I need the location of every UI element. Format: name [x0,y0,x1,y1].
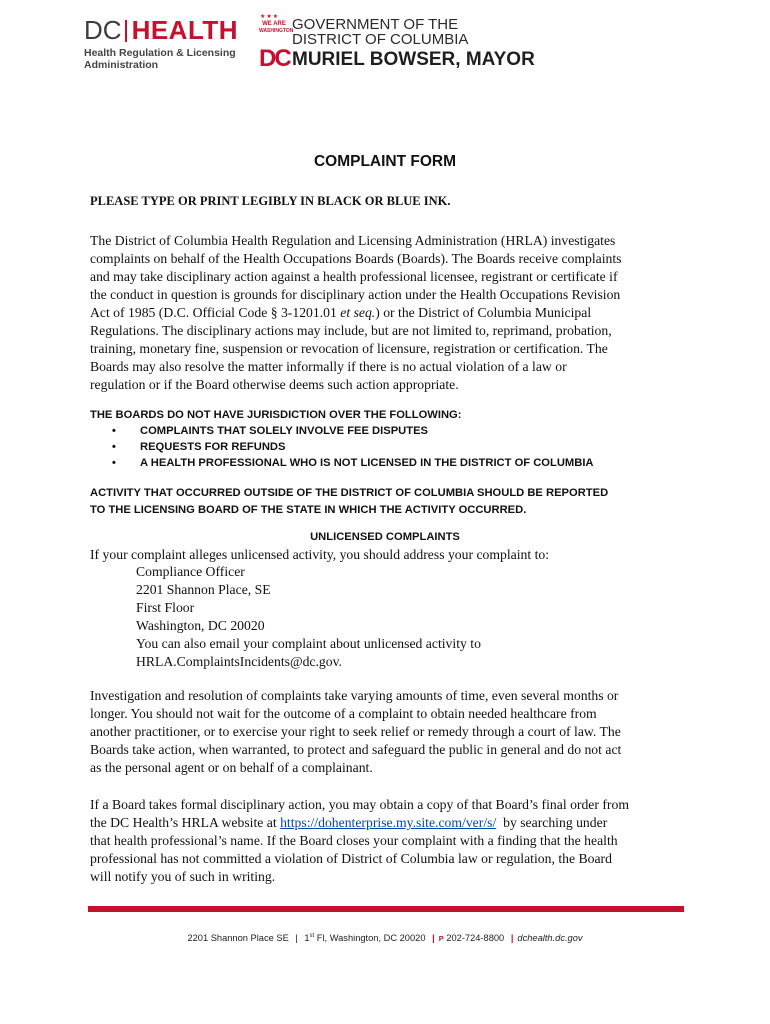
footer-floor-number: 1 [304,933,310,944]
intro-line: Boards may also resolve the matter informally if there is no actual violation of a law or [90,359,567,374]
government-line2: DISTRICT OF COLUMBIA [292,31,469,48]
address-line: 2201 Shannon Place, SE [136,582,271,597]
complaint-email: HRLA.ComplaintsIncidents@dc.gov. [136,654,342,669]
intro-line: complaints on behalf of the Health Occupations Boards (Boards). The Boards receive complaints [90,251,622,266]
jurisdiction-item: • REQUESTS FOR REFUNDS [112,439,594,455]
outside-dc-notice [90,485,710,518]
dc-health-wordmark [84,16,238,44]
outside-line: TO THE LICENSING BOARD OF THE STATE IN WHICH THE ACTIVITY OCCURRED. [90,503,527,516]
footer [0,933,770,943]
final-order-paragraph [90,796,690,886]
footer-phone: 202-724-8800 [446,933,505,944]
footer-separator: | [432,933,435,944]
code-citation: Act of 1985 (D.C. Official Code § 3-1201.01 [90,305,341,320]
intro-line: training, monetary fine, suspension or revocation of licensure, registration or certification. The [90,341,608,356]
dc-health-logo-subtitle [84,47,238,71]
code-citation-rest: ) or the District of Columbia Municipal [375,305,592,320]
intro-paragraph [90,232,690,394]
dc-mark: DC [259,45,290,72]
government-line1: GOVERNMENT OF THE [292,16,459,33]
dc-health-logo-dc: DC [84,15,122,45]
intro-line: the conduct in question is grounds for disciplinary action under the Health Occupations Revision [90,287,621,302]
investigation-line: Investigation and resolution of complaints take varying amounts of time, even several months or [90,688,619,703]
final-order-line: If a Board takes formal disciplinary action, you may obtain a copy of that Board’s final order from [90,797,629,812]
final-order-link-line [90,814,690,832]
we-are-text: WE ARE [262,21,286,27]
intro-code-line [90,304,690,322]
page-title: COMPLAINT FORM [313,153,457,170]
et-seq: et seq. [340,305,376,320]
address-line: Washington, DC 20020 [136,618,265,633]
final-order-line: that health professional’s name. If the Board closes your complaint with a finding that the health [90,833,618,848]
footer-city: Fl, Washington, DC 20020 [314,933,426,944]
intro-line: regulation or if the Board otherwise deems such action appropriate. [90,377,459,392]
footer-website[interactable]: dchealth.dc.gov [517,933,583,944]
phone-label: P [438,934,444,944]
address-line: Compliance Officer [136,564,245,579]
washington-text: WASHINGTON [259,28,294,34]
footer-separator: | [510,933,514,944]
we-are-washington-mark [259,21,294,35]
investigation-line: longer. You should not wait for the outcome of a complaint to obtain needed healthcare from [90,706,597,721]
investigation-line: another practitioner, or to exercise your right to seek relief or remedy through a court of law. The [90,724,621,739]
government-text [292,17,468,47]
footer-address: 2201 Shannon Place SE [187,933,289,944]
ink-instruction: PLEASE TYPE OR PRINT LEGIBLY IN BLACK OR BLUE INK. [90,194,451,208]
footer-separator: | [295,933,298,944]
unlicensed-heading: UNLICENSED COMPLAINTS [310,531,460,543]
address-line: First Floor [136,600,195,615]
dc-health-logo-sub-line1: Health Regulation & Licensing [84,47,236,59]
footer-floor-suffix: st [309,933,315,939]
compliance-address [136,563,481,671]
unlicensed-intro: If your complaint alleges unlicensed activity, you should address your complaint to: [90,547,550,562]
hrla-website-link[interactable]: https://dohenterprise.my.site.com/ver/s/ [280,815,497,830]
dc-health-logo [84,16,238,71]
final-order-text: the DC Health’s HRLA website at [90,815,281,830]
dc-health-logo-health: HEALTH [131,15,239,45]
jurisdiction-item: • A HEALTH PROFESSIONAL WHO IS NOT LICENSED IN THE DISTRICT OF COLUMBIA [112,455,594,471]
jurisdiction-list [112,423,594,471]
intro-line: Regulations. The disciplinary actions may include, but are not limited to, reprimand, probation, [90,323,612,338]
final-order-text: by searching under [496,815,608,830]
address-line: You can also email your complaint about unlicensed activity to [136,636,481,651]
intro-line: and may take disciplinary action against a health professional licensee, registrant or certificate if [90,269,618,284]
final-order-line: will notify you of such in writing. [90,869,276,884]
final-order-line: professional has not committed a violation of District of Columbia law or regulation, the Board [90,851,612,866]
footer-divider [88,906,684,912]
jurisdiction-item: • COMPLAINTS THAT SOLELY INVOLVE FEE DISPUTES [112,423,594,439]
intro-line: The District of Columbia Health Regulation and Licensing Administration (HRLA) investigates [90,233,616,248]
outside-line: ACTIVITY THAT OCCURRED OUTSIDE OF THE DISTRICT OF COLUMBIA SHOULD BE REPORTED [90,487,609,499]
dc-health-logo-sub-line2: Administration [84,59,159,71]
investigation-line: as the personal agent or on behalf of a complainant. [90,760,373,775]
stars-icon: ★★★ [260,14,280,20]
jurisdiction-heading: THE BOARDS DO NOT HAVE JURISDICTION OVER THE FOLLOWING: [90,409,462,421]
mayor-name: MURIEL BOWSER, MAYOR [292,49,535,70]
investigation-line: Boards take action, when warranted, to protect and safeguard the public in general and do not act [90,742,622,757]
investigation-paragraph [90,687,690,777]
